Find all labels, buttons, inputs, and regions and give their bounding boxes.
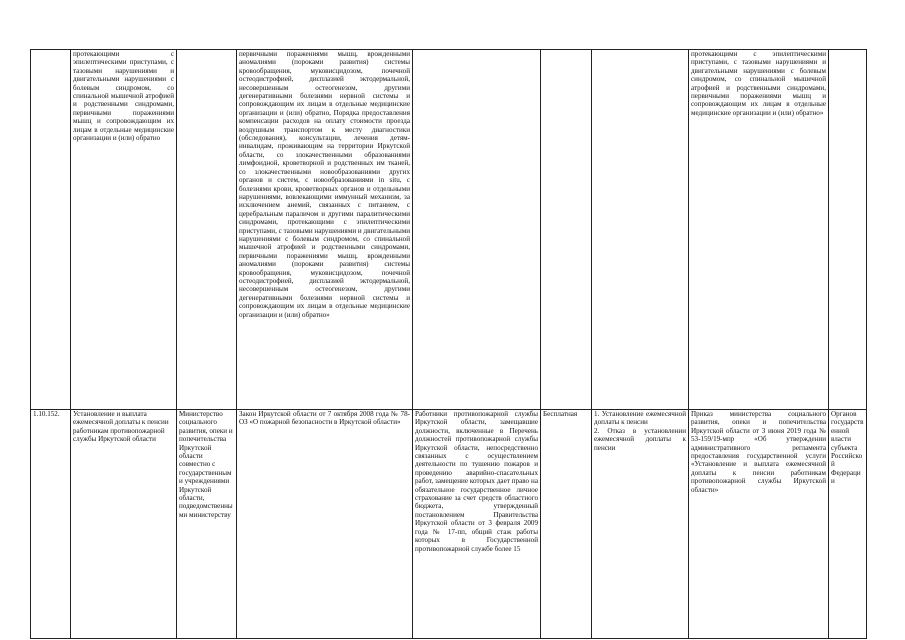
cell-recipients: Работники противопожарной службы Иркутской области, замещавшие должности, включенные в Перечень должностей противопожарной службы Иркутской области, непосредственно связанных с осуществлением деятельности по тушению пожаров и проведению аварийно-спасательных работ, замещение которых дает право на обязательное государственное личное страхование за счет средств областного бюджета, утвержденный постановлением Правительства Иркутской области от 3 февраля 2009 года № 17-пп, общий стаж работы которых в Государственной противопожарной службе более 15 <box>413 410 541 639</box>
table-row <box>31 50 867 410</box>
cell-recipients <box>413 50 541 410</box>
cell-agency <box>177 50 237 410</box>
services-registry-table <box>30 49 867 639</box>
cell-legal-basis: Закон Иркутской области от 7 октября 2008 года № 78-ОЗ «О пожарной безопасности в Иркутской области» <box>237 410 413 639</box>
cell-number <box>31 50 71 410</box>
cell-fee <box>541 50 592 410</box>
cell-service-name: протекающими с эпилептическими приступами, с тазовыми нарушениями и двигательными нарушениями с болевым синдромом, со спинальной мышечной атрофией и родственными синдромами, первичными поражениями мышц и сопровождающим их лицам в отдельные медицинские организации и (или) обратно <box>71 50 177 410</box>
cell-regulation: протекающими с эпилептическими приступами, с тазовыми нарушениями и двигательными нарушениями с болевым синдромом, со спинальной мышечной атрофией и родственными синдромами, первичными поражениями мышц и сопровождающим их лицам в отдельные медицинские организации и (или) обратно» <box>689 50 829 410</box>
cell-authority-level <box>829 50 867 410</box>
cell-number: 1.10.152. <box>31 410 71 639</box>
cell-service-name: Установление и выплата ежемесячной доплаты к пенсии работникам противопожарной службы Иркутской области <box>71 410 177 639</box>
cell-authority-level: Органов государственной власти субъекта Российской Федерации <box>829 410 867 639</box>
cell-fee: Бесплатная <box>541 410 592 639</box>
cell-legal-basis: первичными поражениями мышц, врожденными аномалиями (пороками развития) системы кровообращения, муковисцидозом, почечной остеодистрофией, дисплазией эктодермальной, несовершенным остеогенезом, другими дегенеративными болезнями нервной системы и сопровождающим их лицам в отдельные медицинские организации и (или) обратно, Порядка предоставления компенсации расходов на оплату стоимости проезда воздушным транспортом к месту диагностики (обследования), консультации, лечения детям-инвалидам, проживающим на территории Иркутской области, со злокачественными образованиями лимфоидной, кроветворной и родственных им тканей, со злокачественными новообразованиями других органов и систем, с новообразованиями in situ, с болезнями крови, кроветворных органов и отдельными нарушениями, вовлекающими иммунный механизм, за исключением анемий, связанных с питанием, с церебральным параличом и другими паралитическими синдромами, протекающими с эпилептическими приступами, с тазовыми нарушениями и двигательными нарушениями с болевым синдромом, со спинальной мышечной атрофией и родственными синдромами, первичными поражениями мышц, врожденными аномалиями (пороками развития) системы кровообращения, муковисцидозом, почечной остеодистрофией, дисплазией эктодермальной, несовершенным остеогенезом, другими дегенеративными болезнями нервной системы и сопровождающим их лицам в отдельные медицинские организации и (или) обратно» <box>237 50 413 410</box>
cell-regulation: Приказ министерства социального развития, опеки и попечительства Иркутской области от 3 июня 2019 года № 53-159/19-мпр «Об утверждении административного регламента предоставления государственной услуги «Установление и выплата ежемесячной доплаты к пенсии работникам противопожарной службы Иркутской области» <box>689 410 829 639</box>
table-row <box>31 410 867 639</box>
cell-result <box>592 50 689 410</box>
cell-agency: Министерство социального развития, опеки и попечительства Иркутской области совместно с государственными учреждениями Иркутской области, подведомственными министерству <box>177 410 237 639</box>
cell-result: 1. Установление ежемесячной доплаты к пенсии 2. Отказ в установлении ежемесячной доплаты к пенсии <box>592 410 689 639</box>
